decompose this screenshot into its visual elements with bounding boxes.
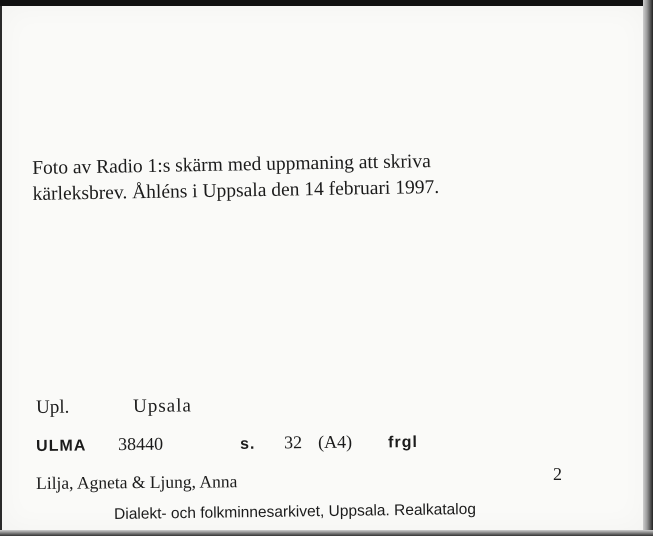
scan-edge-right: [643, 0, 653, 536]
type-value: frgl: [388, 434, 418, 452]
authors: Lilja, Agneta & Ljung, Anna: [36, 471, 238, 493]
region-label: Upl.: [36, 396, 70, 418]
page-label: s.: [240, 435, 256, 453]
scan-edge-bottom: [0, 530, 653, 536]
sheet-number: 2: [553, 464, 562, 484]
catalog-row: [36, 431, 418, 456]
description-line-2: kärleksbrev. Åhléns i Uppsala den 14 februari 1997.: [32, 176, 440, 205]
city-label: Upsala: [132, 395, 192, 417]
card-description: [32, 146, 593, 208]
place-row: [36, 395, 192, 419]
archive-code: ULMA: [36, 437, 87, 455]
description-line-1: Foto av Radio 1:s skärm med uppmaning att skriva: [32, 151, 431, 179]
catalog-card: [0, 6, 645, 530]
format-value: (A4): [317, 431, 353, 453]
record-number: 38440: [117, 433, 164, 455]
page-value: 32: [283, 432, 303, 453]
archive-footer: Dialekt- och folkminnesarkivet, Uppsala. Realkatalog: [114, 500, 477, 523]
